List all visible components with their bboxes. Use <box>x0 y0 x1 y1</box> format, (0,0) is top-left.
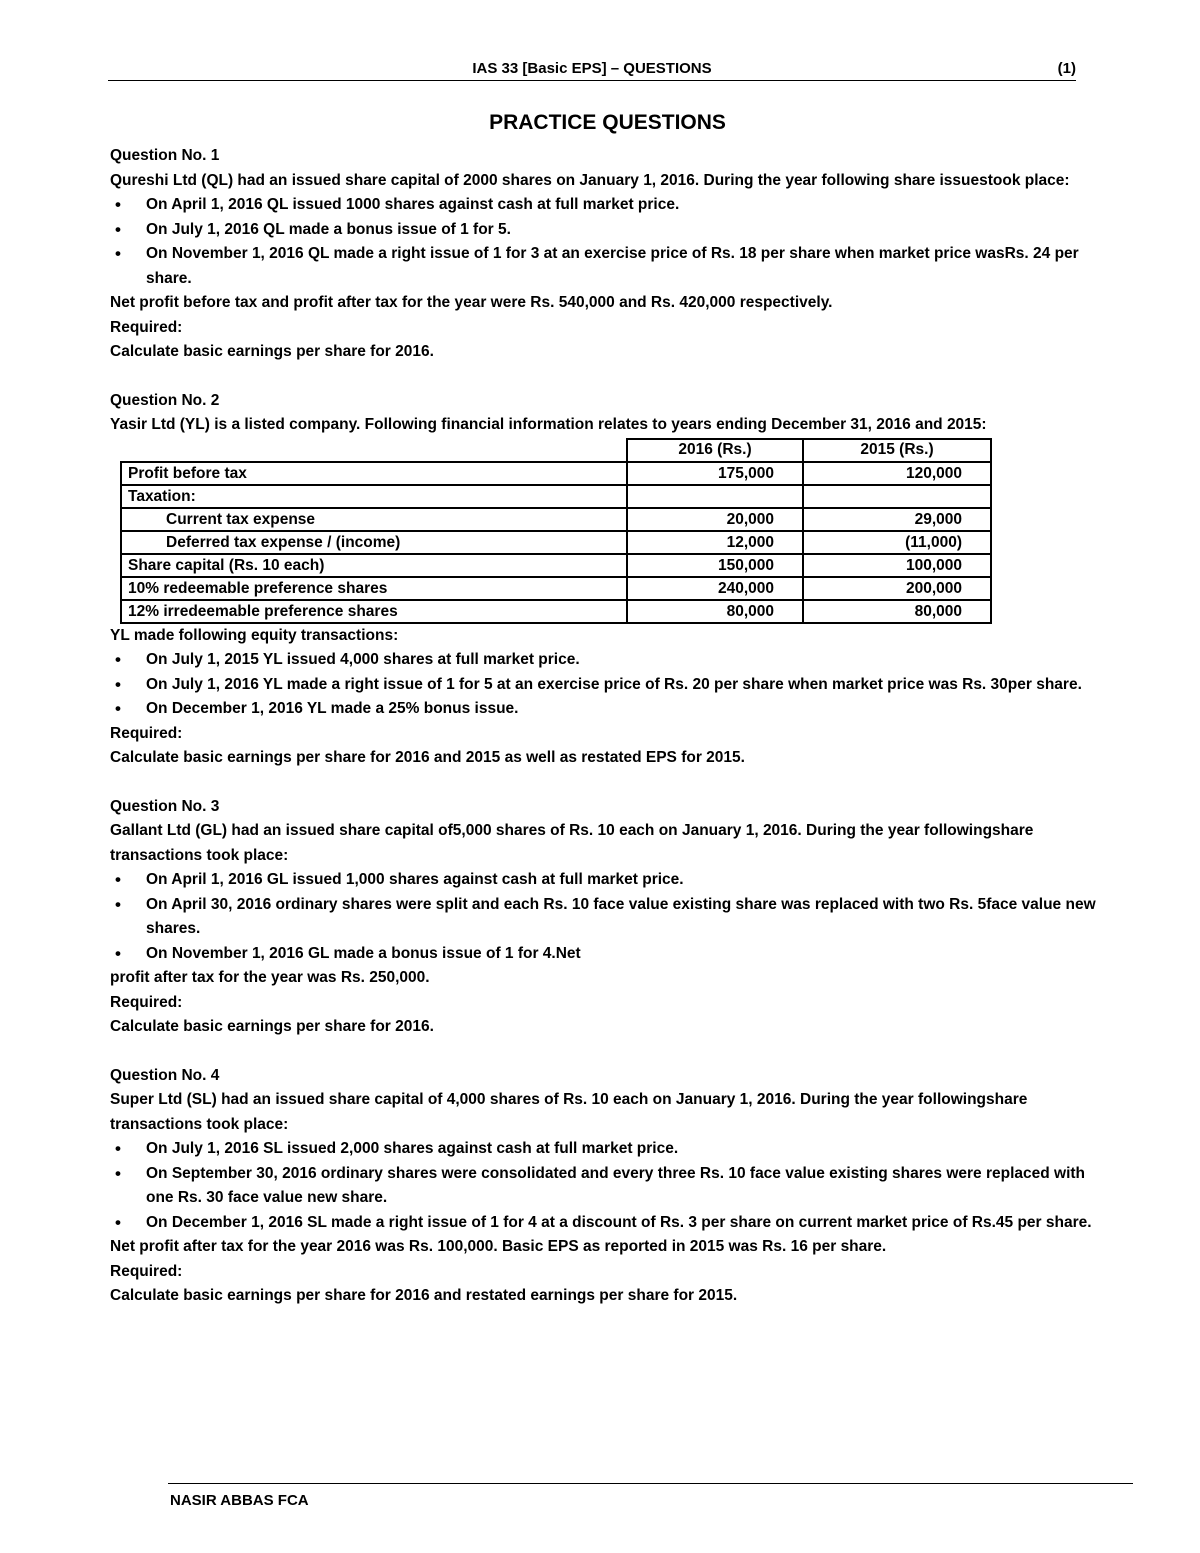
required-text: Calculate basic earnings per share for 2016 and 2015 as well as restated EPS for 2015. <box>110 749 745 766</box>
bullet-list <box>110 648 1105 722</box>
row-label: Deferred tax expense / (income) <box>121 531 627 554</box>
footer-author: NASIR ABBAS FCA <box>170 1492 309 1509</box>
bullet-item: • On July 1, 2015 YL issued 4,000 shares at full market price. <box>110 648 1105 673</box>
question-1 <box>110 144 1105 365</box>
required-text: Calculate basic earnings per share for 2016 and restated earnings per share for 2015. <box>110 1287 738 1304</box>
question-heading: Question No. 3 <box>110 797 220 815</box>
question-2 <box>110 389 1105 771</box>
required-label: Required: <box>110 724 183 742</box>
required-label: Required: <box>110 993 183 1011</box>
table-row <box>121 485 991 508</box>
bullet-item: • On April 1, 2016 GL issued 1,000 shares against cash at full market price. <box>110 868 1105 893</box>
required-label: Required: <box>110 318 183 336</box>
cell-2016: 150,000 <box>627 554 803 577</box>
bullet-list <box>110 193 1105 291</box>
financial-table <box>120 438 992 624</box>
footer-divider <box>168 1483 1133 1484</box>
bullet-list <box>110 1137 1105 1235</box>
cell-2015: 29,000 <box>803 508 991 531</box>
bullet-item: • On July 1, 2016 YL made a right issue of 1 for 5 at an exercise price of Rs. 20 per share when market price was Rs. 30per share. <box>110 673 1105 698</box>
row-label: 10% redeemable preference shares <box>121 577 627 600</box>
cell-2016: 20,000 <box>627 508 803 531</box>
bullet-list <box>110 868 1105 966</box>
table-row <box>121 577 991 600</box>
required-label: Required: <box>110 1262 183 1280</box>
cell-2015: (11,000) <box>803 531 991 554</box>
spacer <box>110 1040 1105 1064</box>
question-heading: Question No. 1 <box>110 147 220 164</box>
table-row <box>121 462 991 485</box>
cell-2016: 12,000 <box>627 531 803 554</box>
table-row <box>121 508 991 531</box>
spacer <box>110 771 1105 795</box>
question-heading: Question No. 2 <box>110 391 220 409</box>
cell-2015: 120,000 <box>803 462 991 485</box>
cell-2016: 80,000 <box>627 600 803 623</box>
column-header-2016: 2016 (Rs.) <box>627 439 803 462</box>
row-label: Current tax expense <box>121 508 627 531</box>
row-label: Share capital (Rs. 10 each) <box>121 554 627 577</box>
bullet-item: • On April 1, 2016 QL issued 1000 shares against cash at full market price. <box>110 193 1105 218</box>
question-intro: Super Ltd (SL) had an issued share capital of 4,000 shares of Rs. 10 each on January 1, 2016. During the year followingshare transactions took place: <box>110 1091 1028 1133</box>
header-title: IAS 33 [Basic EPS] – QUESTIONS <box>472 60 712 77</box>
cell-2015: 200,000 <box>803 577 991 600</box>
row-label: Profit before tax <box>121 462 627 485</box>
bullet-item: • On September 30, 2016 ordinary shares were consolidated and every three Rs. 10 face value existing shares were replaced with one Rs. 30 face value new share. <box>110 1162 1105 1211</box>
question-note: profit after tax for the year was Rs. 250,000. <box>110 969 430 986</box>
transactions-label: YL made following equity transactions: <box>110 626 399 644</box>
question-4 <box>110 1064 1105 1309</box>
required-text: Calculate basic earnings per share for 2016. <box>110 343 434 360</box>
question-intro: Qureshi Ltd (QL) had an issued share capital of 2000 shares on January 1, 2016. During the year following share issuestook place: <box>110 171 1070 189</box>
table-corner <box>121 439 627 462</box>
bullet-item: • On July 1, 2016 QL made a bonus issue of 1 for 5. <box>110 218 1105 243</box>
bullet-item: • On July 1, 2016 SL issued 2,000 shares against cash at full market price. <box>110 1137 1105 1162</box>
bullet-item: • On December 1, 2016 YL made a 25% bonus issue. <box>110 697 1105 722</box>
cell-2016: 240,000 <box>627 577 803 600</box>
spacer <box>110 365 1105 389</box>
question-3 <box>110 795 1105 1040</box>
cell-2015 <box>803 485 991 508</box>
question-intro: Gallant Ltd (GL) had an issued share capital of5,000 shares of Rs. 10 each on January 1, 2016. During the year followingshare transactions took place: <box>110 822 1034 864</box>
cell-2015: 100,000 <box>803 554 991 577</box>
question-intro: Yasir Ltd (YL) is a listed company. Following financial information relates to years ending December 31, 2016 and 2015: <box>110 416 987 433</box>
cell-2015: 80,000 <box>803 600 991 623</box>
bullet-item: • On November 1, 2016 QL made a right issue of 1 for 3 at an exercise price of Rs. 18 per share when market price wasRs. 24 per share. <box>110 242 1105 291</box>
required-text: Calculate basic earnings per share for 2016. <box>110 1018 434 1035</box>
table-row <box>121 531 991 554</box>
bullet-item: • On December 1, 2016 SL made a right issue of 1 for 4 at a discount of Rs. 3 per share on current market price of Rs.45 per share. <box>110 1211 1105 1236</box>
bullet-item: • On April 30, 2016 ordinary shares were split and each Rs. 10 face value existing share was replaced with two Rs. 5face value new shares. <box>110 893 1105 942</box>
table-row <box>121 554 991 577</box>
page-header <box>108 58 1076 81</box>
header-page-number: (1) <box>1057 60 1076 77</box>
row-label: 12% irredeemable preference shares <box>121 600 627 623</box>
question-note: Net profit after tax for the year 2016 was Rs. 100,000. Basic EPS as reported in 2015 was Rs. 16 per share. <box>110 1238 887 1255</box>
column-header-2015: 2015 (Rs.) <box>803 439 991 462</box>
table-row <box>121 600 991 623</box>
question-note: Net profit before tax and profit after tax for the year were Rs. 540,000 and Rs. 420,000 respectively. <box>110 294 833 311</box>
question-heading: Question No. 4 <box>110 1066 220 1084</box>
document-body <box>110 110 1105 1309</box>
bullet-item: • On November 1, 2016 GL made a bonus issue of 1 for 4.Net <box>110 942 1105 967</box>
cell-2016: 175,000 <box>627 462 803 485</box>
row-label: Taxation: <box>121 485 627 508</box>
cell-2016 <box>627 485 803 508</box>
table-header-row <box>121 439 991 462</box>
document-title: PRACTICE QUESTIONS <box>489 111 726 134</box>
